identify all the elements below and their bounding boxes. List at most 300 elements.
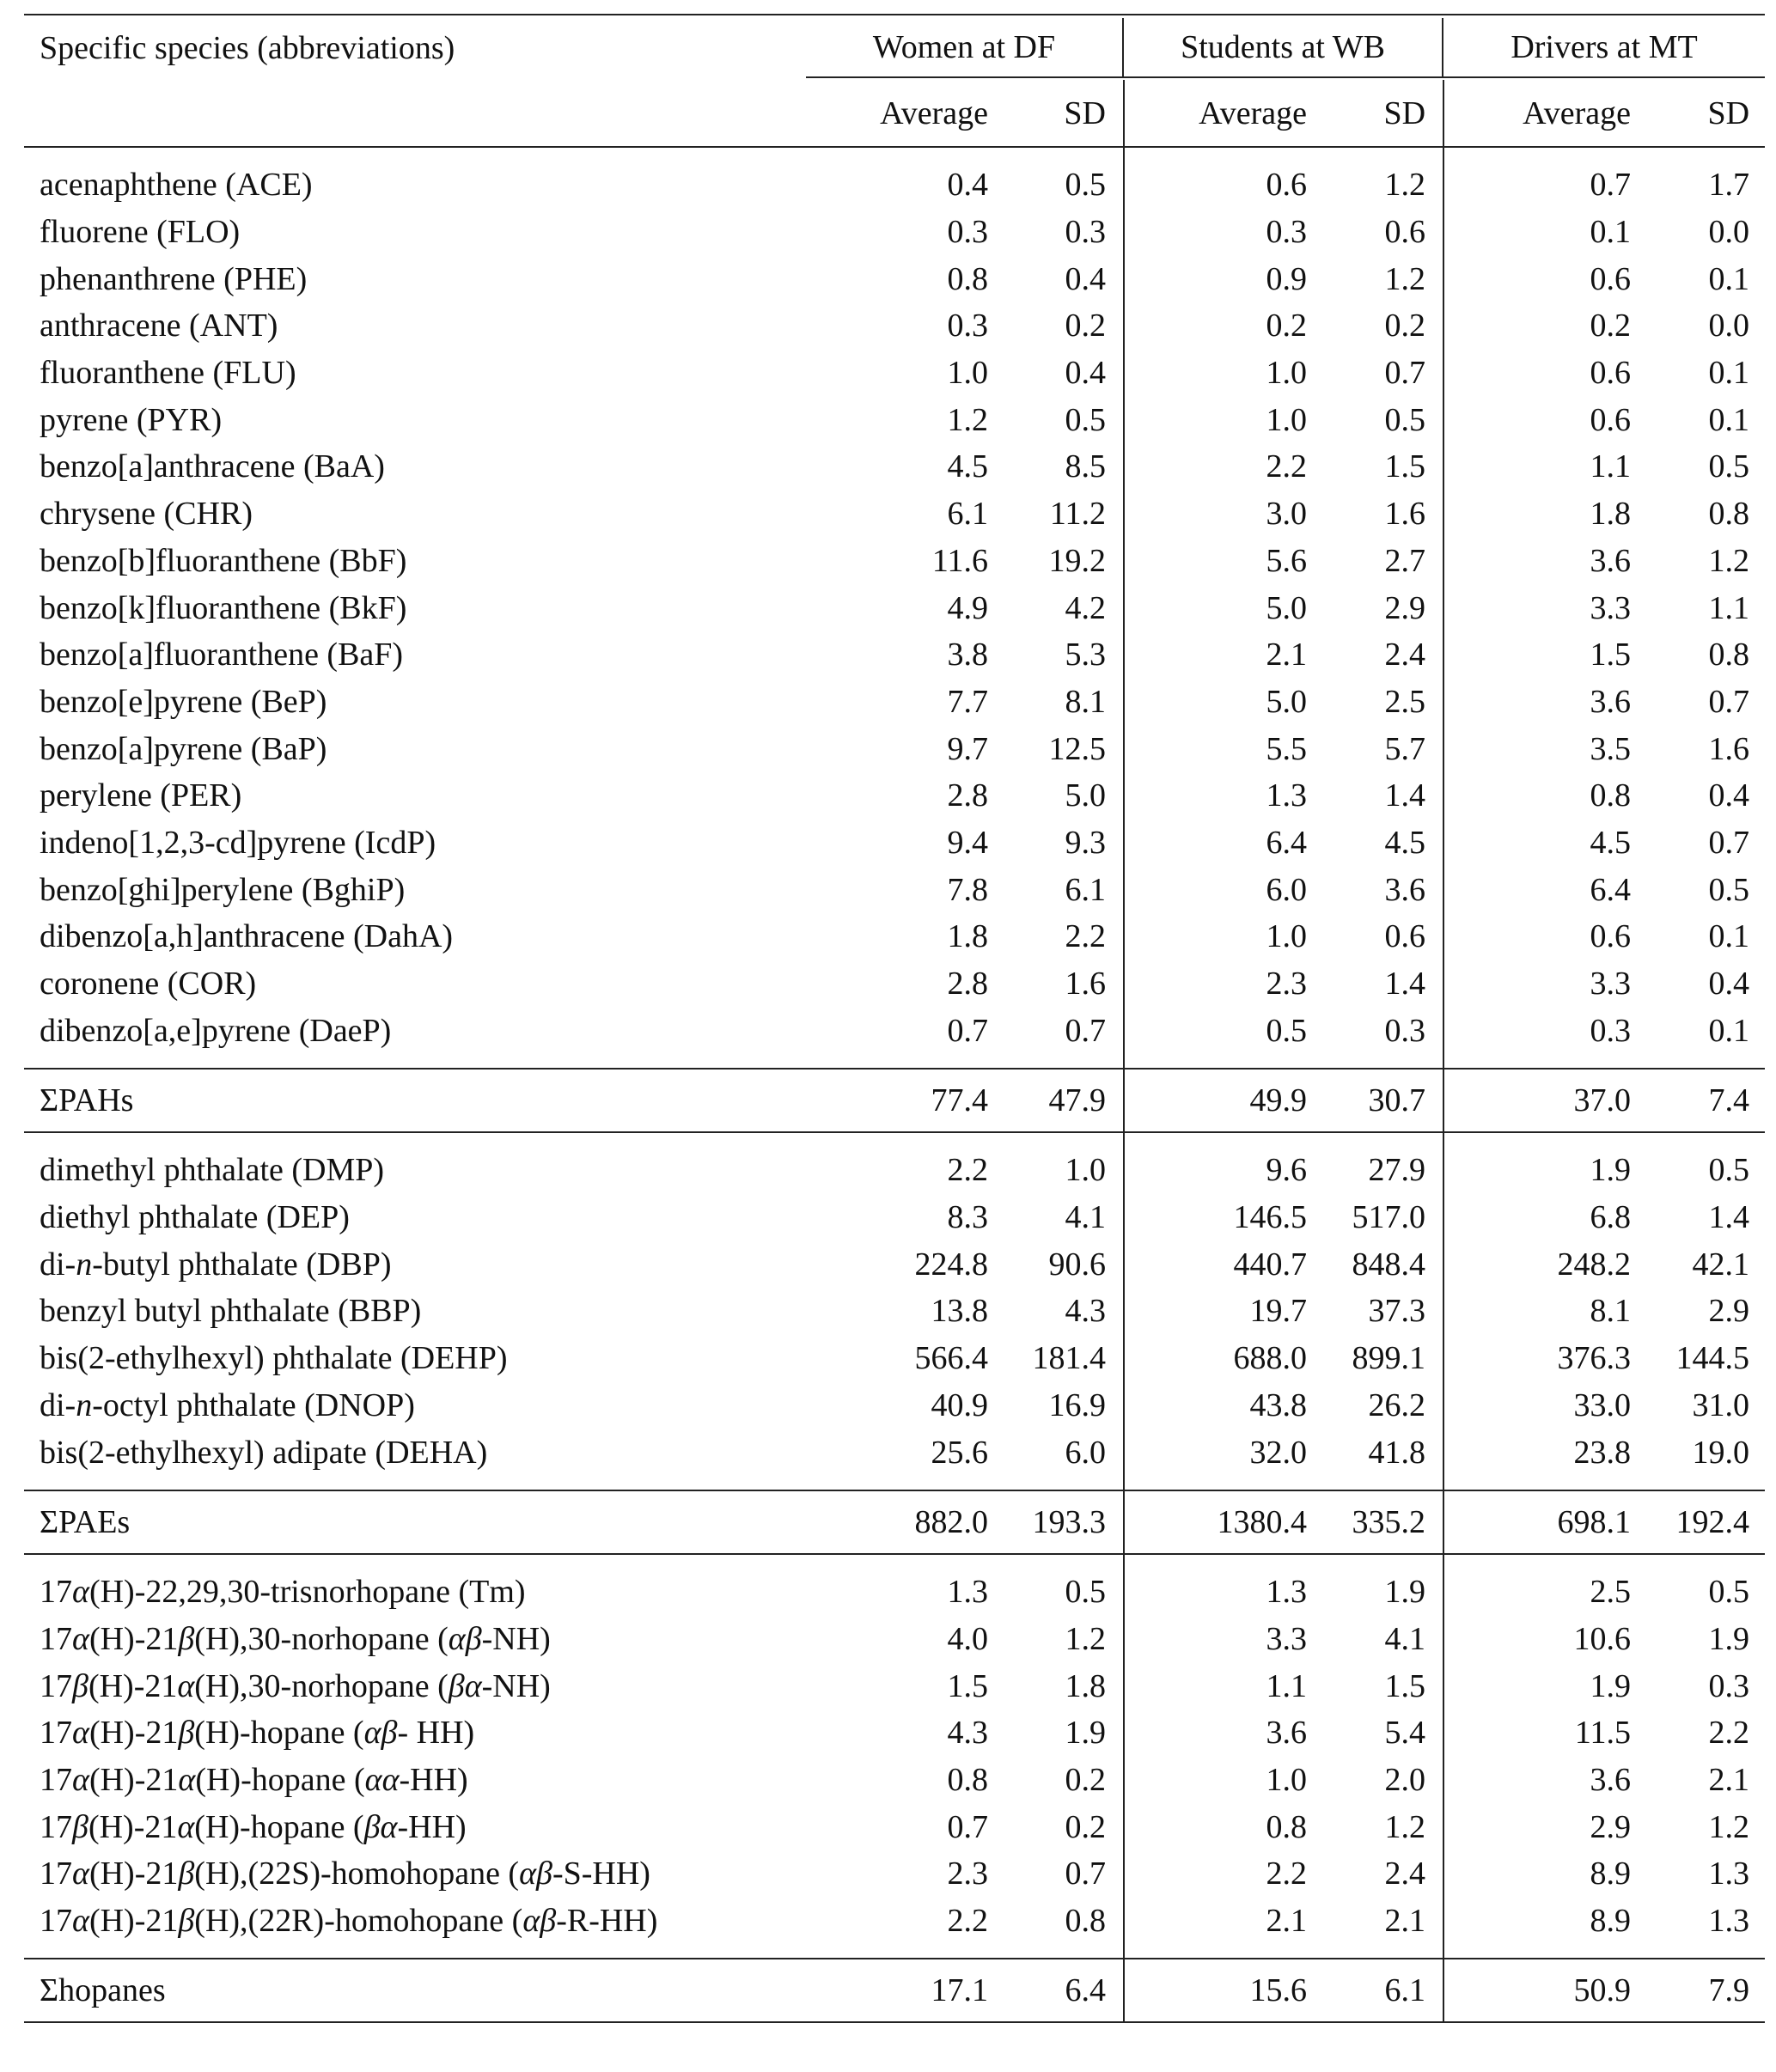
sd-value: 9.3 [988, 820, 1124, 867]
table-row [24, 209, 1765, 256]
sd-value: 1.2 [1307, 255, 1443, 302]
subheader-average: Average [1523, 94, 1632, 131]
table-row [24, 725, 1765, 772]
sd-value: 1.6 [1708, 730, 1750, 767]
sd-value: 6.0 [988, 1429, 1124, 1476]
table-row [24, 302, 1765, 350]
sd-value: 1.9 [1708, 1620, 1750, 1657]
average-value: 32.0 [1249, 1434, 1307, 1471]
sd-value: 1.2 [1708, 1808, 1750, 1845]
sd-value: 4.1 [988, 1194, 1124, 1241]
sd-value: 1.5 [1307, 1662, 1443, 1709]
group-label-women: Women at DF [872, 28, 1056, 65]
table-row [24, 584, 1765, 631]
average-value: 9.7 [947, 730, 988, 767]
table-row [24, 350, 1765, 397]
average-value: 5.0 [1266, 683, 1307, 720]
sum-label: Σhopanes [24, 1959, 806, 2022]
sd-value: 0.0 [1708, 214, 1750, 251]
table-row [24, 866, 1765, 913]
sd-value: 19.2 [988, 538, 1124, 585]
table-body [24, 147, 1765, 2022]
species-name: chrysene (CHR) [40, 496, 253, 533]
average-value: 2.9 [1590, 1808, 1632, 1845]
sd-value: 0.5 [1708, 871, 1750, 908]
species-name: benzo[e]pyrene (BeP) [40, 683, 327, 720]
sd-value: 7.9 [1631, 1959, 1765, 2022]
species-name: pyrene (PYR) [40, 401, 223, 438]
sd-value: 1.4 [1307, 960, 1443, 1008]
sd-value: 335.2 [1307, 1490, 1443, 1554]
sd-value: 0.4 [1708, 966, 1750, 1002]
sd-value: 5.4 [1307, 1709, 1443, 1757]
species-name: 17α(H)-21β(H),(22S)-homohopane (αβ-S-HH) [40, 1856, 650, 1892]
sd-value: 11.2 [988, 491, 1124, 538]
sd-value: 26.2 [1307, 1382, 1443, 1429]
average-value: 6.4 [1590, 871, 1632, 908]
sd-value: 37.3 [1307, 1288, 1443, 1335]
average-value: 1.8 [1590, 496, 1632, 533]
sd-value: 47.9 [988, 1069, 1124, 1132]
average-value: 4.3 [947, 1715, 988, 1752]
average-value: 11.6 [931, 542, 988, 579]
sum-row [24, 1959, 1765, 2022]
table-row [24, 1757, 1765, 1804]
sd-value: 41.8 [1307, 1429, 1443, 1476]
sd-value: 0.1 [1708, 355, 1750, 392]
table-row [24, 161, 1765, 209]
average-value: 2.1 [1266, 1903, 1307, 1940]
average-value: 3.6 [1590, 1761, 1632, 1798]
average-value: 1.0 [1266, 918, 1307, 955]
sd-value: 517.0 [1307, 1194, 1443, 1241]
table-row [24, 1429, 1765, 1476]
average-value: 2.3 [1266, 966, 1307, 1002]
average-value: 3.3 [1590, 589, 1632, 626]
group-label-students: Students at WB [1181, 28, 1385, 65]
average-value: 11.5 [1574, 1715, 1632, 1752]
sd-value: 2.9 [1708, 1293, 1750, 1330]
average-value: 3.5 [1590, 730, 1632, 767]
average-value: 6.8 [1590, 1199, 1632, 1236]
table-row [24, 772, 1765, 820]
sd-value: 0.7 [988, 1850, 1124, 1898]
average-value: 0.6 [1590, 355, 1632, 392]
average-value: 1.9 [1590, 1152, 1632, 1189]
sd-value: 1.6 [1307, 491, 1443, 538]
average-value: 0.1 [1590, 214, 1632, 251]
table-row [24, 396, 1765, 443]
sum-label: ΣPAHs [24, 1069, 806, 1132]
average-value: 37.0 [1443, 1069, 1631, 1132]
sd-value: 2.5 [1307, 679, 1443, 726]
sd-value: 0.6 [1307, 913, 1443, 960]
average-value: 0.6 [1590, 260, 1632, 297]
sd-value: 2.1 [1708, 1761, 1750, 1798]
species-name: 17α(H)-21β(H),30-norhopane (αβ-NH) [40, 1620, 551, 1657]
average-value: 882.0 [806, 1490, 988, 1554]
species-name: fluoranthene (FLU) [40, 355, 296, 392]
sum-row [24, 1490, 1765, 1554]
average-value: 0.8 [1590, 777, 1632, 814]
sd-value: 192.4 [1631, 1490, 1765, 1554]
species-name: 17α(H)-22,29,30-trisnorhopane (Tm) [40, 1574, 526, 1611]
average-value: 6.0 [1266, 871, 1307, 908]
sd-value: 2.2 [1708, 1715, 1750, 1752]
average-value: 146.5 [1233, 1199, 1307, 1236]
sd-value: 0.5 [988, 396, 1124, 443]
row-spacer [24, 1054, 1765, 1069]
sd-value: 0.5 [1708, 448, 1750, 485]
average-value: 40.9 [931, 1386, 988, 1423]
average-value: 0.8 [1266, 1808, 1307, 1845]
average-value: 1.0 [1266, 401, 1307, 438]
average-value: 2.1 [1266, 637, 1307, 673]
table-row [24, 538, 1765, 585]
sd-value: 2.4 [1307, 631, 1443, 679]
average-value: 566.4 [914, 1340, 988, 1377]
species-name: acenaphthene (ACE) [40, 167, 313, 204]
species-name: 17β(H)-21α(H)-hopane (βα-HH) [40, 1808, 467, 1845]
average-value: 0.4 [947, 167, 988, 204]
average-value: 19.7 [1249, 1293, 1307, 1330]
table-row [24, 1616, 1765, 1663]
table-row [24, 1850, 1765, 1898]
average-value: 698.1 [1443, 1490, 1631, 1554]
average-value: 77.4 [806, 1069, 988, 1132]
species-name: bis(2-ethylhexyl) phthalate (DEHP) [40, 1340, 508, 1377]
species-name: perylene (PER) [40, 777, 242, 814]
average-value: 1.2 [947, 401, 988, 438]
average-value: 2.2 [1266, 448, 1307, 485]
sd-value: 1.2 [988, 1616, 1124, 1663]
sd-value: 0.5 [988, 1569, 1124, 1616]
average-value: 6.1 [947, 496, 988, 533]
sd-value: 0.2 [1307, 302, 1443, 350]
species-name: benzyl butyl phthalate (BBP) [40, 1293, 422, 1330]
species-name: 17α(H)-21β(H)-hopane (αβ- HH) [40, 1715, 475, 1752]
species-name: dibenzo[a,h]anthracene (DahA) [40, 918, 454, 955]
subheader-average: Average [1199, 94, 1307, 131]
group-label-drivers: Drivers at MT [1511, 28, 1698, 65]
average-value: 376.3 [1557, 1340, 1632, 1377]
average-value: 5.6 [1266, 542, 1307, 579]
species-name: di-n-butyl phthalate (DBP) [40, 1246, 392, 1283]
sd-value: 4.1 [1307, 1616, 1443, 1663]
average-value: 5.0 [1266, 589, 1307, 626]
sd-value: 5.3 [988, 631, 1124, 679]
group-header-students [1124, 15, 1443, 80]
average-value: 4.9 [947, 589, 988, 626]
sd-value: 1.9 [988, 1709, 1124, 1757]
species-name: 17α(H)-21β(H),(22R)-homohopane (αβ-R-HH) [40, 1903, 658, 1940]
species-name: phenanthrene (PHE) [40, 260, 308, 297]
sd-value: 2.7 [1307, 538, 1443, 585]
sd-value: 0.5 [1708, 1574, 1750, 1611]
average-value: 9.4 [947, 824, 988, 861]
sd-value: 6.1 [988, 866, 1124, 913]
sd-value: 90.6 [988, 1240, 1124, 1288]
average-value: 2.2 [1266, 1856, 1307, 1892]
group-header-drivers [1443, 15, 1765, 80]
table-row [24, 1382, 1765, 1429]
average-value: 43.8 [1249, 1386, 1307, 1423]
species-name: di-n-octyl phthalate (DNOP) [40, 1386, 415, 1423]
average-value: 6.4 [1266, 824, 1307, 861]
sd-value: 1.5 [1307, 443, 1443, 491]
average-value: 3.3 [1266, 1620, 1307, 1657]
average-value: 0.8 [947, 1761, 988, 1798]
table-header [24, 15, 1765, 147]
sd-value: 1.8 [988, 1662, 1124, 1709]
average-value: 49.9 [1124, 1069, 1307, 1132]
average-value: 9.6 [1266, 1152, 1307, 1189]
sd-value: 0.2 [988, 1757, 1124, 1804]
sd-value: 27.9 [1307, 1147, 1443, 1194]
group-header-women [806, 15, 1124, 80]
table-row [24, 1569, 1765, 1616]
table-row [24, 1240, 1765, 1288]
sd-value: 19.0 [1692, 1434, 1750, 1471]
average-value: 0.3 [1590, 1012, 1632, 1049]
average-value: 0.2 [1590, 308, 1632, 344]
average-value: 1.5 [1590, 637, 1632, 673]
sd-value: 144.5 [1675, 1340, 1750, 1377]
sd-value: 0.1 [1708, 1012, 1750, 1049]
subheader-average: Average [880, 94, 988, 131]
average-value: 3.8 [947, 637, 988, 673]
sd-value: 181.4 [988, 1335, 1124, 1382]
sd-value: 0.1 [1708, 918, 1750, 955]
average-value: 3.0 [1266, 496, 1307, 533]
average-value: 440.7 [1233, 1246, 1307, 1283]
table-row [24, 1709, 1765, 1757]
average-value: 1.5 [947, 1667, 988, 1704]
table-row [24, 1147, 1765, 1194]
sd-value: 1.9 [1307, 1569, 1443, 1616]
row-spacer [24, 1554, 1765, 1569]
table-row [24, 820, 1765, 867]
table-row [24, 679, 1765, 726]
sd-value: 0.8 [988, 1898, 1124, 1945]
species-name: benzo[a]anthracene (BaA) [40, 448, 385, 485]
species-name: coronene (COR) [40, 966, 257, 1002]
sd-value: 8.5 [988, 443, 1124, 491]
table-row [24, 491, 1765, 538]
sd-value: 2.4 [1307, 1850, 1443, 1898]
species-name: indeno[1,2,3-cd]pyrene (IcdP) [40, 824, 436, 861]
sd-value: 0.7 [1708, 824, 1750, 861]
sd-value: 31.0 [1692, 1386, 1750, 1423]
sd-value: 0.3 [1708, 1667, 1750, 1704]
sd-value: 0.8 [1708, 496, 1750, 533]
sd-value: 0.4 [1708, 777, 1750, 814]
average-value: 0.3 [947, 308, 988, 344]
average-value: 1.1 [1590, 448, 1632, 485]
sd-value: 0.1 [1708, 260, 1750, 297]
average-value: 1380.4 [1124, 1490, 1307, 1554]
data-table-sheet [24, 14, 1765, 2023]
sd-value: 1.4 [1708, 1199, 1750, 1236]
table-row [24, 960, 1765, 1008]
species-name: 17β(H)-21α(H),30-norhopane (βα-NH) [40, 1667, 551, 1704]
sd-value: 0.3 [1307, 1007, 1443, 1054]
sum-label: ΣPAEs [24, 1490, 806, 1554]
sd-value: 0.0 [1708, 308, 1750, 344]
species-column-header: Specific species (abbreviations) [24, 15, 806, 80]
species-table [24, 14, 1765, 2023]
sd-value: 5.0 [988, 772, 1124, 820]
subheader-sd: SD [1707, 94, 1750, 131]
sd-value: 0.2 [988, 1803, 1124, 1850]
sd-value: 193.3 [988, 1490, 1124, 1554]
average-value: 17.1 [806, 1959, 988, 2022]
average-value: 4.5 [1590, 824, 1632, 861]
average-value: 2.3 [947, 1856, 988, 1892]
sd-value: 1.0 [988, 1147, 1124, 1194]
sd-value: 1.3 [1708, 1903, 1750, 1940]
sd-value: 848.4 [1307, 1240, 1443, 1288]
sd-value: 0.5 [1708, 1152, 1750, 1189]
average-value: 0.7 [947, 1012, 988, 1049]
average-value: 2.2 [947, 1152, 988, 1189]
sd-value: 0.4 [988, 350, 1124, 397]
table-row [24, 1288, 1765, 1335]
table-row [24, 443, 1765, 491]
average-value: 7.8 [947, 871, 988, 908]
average-value: 2.8 [947, 966, 988, 1002]
average-value: 0.6 [1590, 918, 1632, 955]
average-value: 0.3 [1266, 214, 1307, 251]
average-value: 10.6 [1573, 1620, 1632, 1657]
sd-value: 1.2 [1307, 1803, 1443, 1850]
sd-value: 0.4 [988, 255, 1124, 302]
sd-value: 3.6 [1307, 866, 1443, 913]
subheader-sd: SD [988, 80, 1124, 147]
sd-value: 12.5 [988, 725, 1124, 772]
average-value: 15.6 [1124, 1959, 1307, 2022]
average-value: 2.2 [947, 1903, 988, 1940]
species-name: dimethyl phthalate (DMP) [40, 1152, 385, 1189]
sd-value: 0.7 [988, 1007, 1124, 1054]
average-value: 688.0 [1233, 1340, 1307, 1377]
species-name: anthracene (ANT) [40, 308, 278, 344]
row-spacer [24, 1476, 1765, 1490]
table-row [24, 631, 1765, 679]
average-value: 1.0 [1266, 355, 1307, 392]
average-value: 3.6 [1590, 683, 1632, 720]
sd-value: 5.7 [1307, 725, 1443, 772]
sd-value: 6.1 [1307, 1959, 1443, 2022]
average-value: 2.8 [947, 777, 988, 814]
table-row [24, 1194, 1765, 1241]
sd-value: 7.4 [1631, 1069, 1765, 1132]
row-spacer [24, 147, 1765, 161]
average-value: 1.9 [1590, 1667, 1632, 1704]
sd-value: 0.5 [1307, 396, 1443, 443]
species-name: bis(2-ethylhexyl) adipate (DEHA) [40, 1434, 488, 1471]
sd-value: 1.1 [1708, 589, 1750, 626]
sd-value: 0.6 [1307, 209, 1443, 256]
sd-value: 0.2 [988, 302, 1124, 350]
average-value: 3.3 [1590, 966, 1632, 1002]
average-value: 7.7 [947, 683, 988, 720]
sd-value: 0.7 [1307, 350, 1443, 397]
species-name: benzo[b]fluoranthene (BbF) [40, 542, 407, 579]
table-row [24, 1803, 1765, 1850]
species-name: dibenzo[a,e]pyrene (DaeP) [40, 1012, 392, 1049]
sd-value: 1.3 [1708, 1856, 1750, 1892]
table-row [24, 1007, 1765, 1054]
average-value: 1.3 [947, 1574, 988, 1611]
average-value: 3.6 [1590, 542, 1632, 579]
average-value: 1.3 [1266, 777, 1307, 814]
sd-value: 8.1 [988, 679, 1124, 726]
sd-value: 2.1 [1307, 1898, 1443, 1945]
table-row [24, 1335, 1765, 1382]
species-name: 17α(H)-21α(H)-hopane (αα-HH) [40, 1761, 468, 1798]
average-value: 33.0 [1573, 1386, 1632, 1423]
average-value: 0.9 [1266, 260, 1307, 297]
average-value: 0.8 [947, 260, 988, 297]
average-value: 8.9 [1590, 1903, 1632, 1940]
average-value: 0.6 [1266, 167, 1307, 204]
sd-value: 1.4 [1307, 772, 1443, 820]
sd-value: 0.1 [1708, 401, 1750, 438]
average-value: 8.3 [947, 1199, 988, 1236]
table-row [24, 255, 1765, 302]
average-value: 4.5 [947, 448, 988, 485]
average-value: 0.7 [947, 1808, 988, 1845]
average-value: 0.2 [1266, 308, 1307, 344]
row-spacer [24, 1132, 1765, 1147]
sd-value: 2.0 [1307, 1757, 1443, 1804]
species-name: benzo[a]fluoranthene (BaF) [40, 637, 404, 673]
species-name: fluorene (FLO) [40, 214, 241, 251]
average-value: 3.6 [1266, 1715, 1307, 1752]
average-value: 1.1 [1266, 1667, 1307, 1704]
average-value: 0.3 [947, 214, 988, 251]
average-value: 1.3 [1266, 1574, 1307, 1611]
average-value: 1.8 [947, 918, 988, 955]
table-row [24, 1662, 1765, 1709]
sd-value: 2.2 [988, 913, 1124, 960]
sd-value: 0.3 [988, 209, 1124, 256]
average-value: 0.6 [1590, 401, 1632, 438]
table-row [24, 913, 1765, 960]
sd-value: 0.7 [1708, 683, 1750, 720]
sd-value: 1.6 [988, 960, 1124, 1008]
average-value: 224.8 [914, 1246, 988, 1283]
sd-value: 4.2 [988, 584, 1124, 631]
average-value: 5.5 [1266, 730, 1307, 767]
sd-value: 42.1 [1692, 1246, 1750, 1283]
species-name: benzo[ghi]perylene (BghiP) [40, 871, 406, 908]
average-value: 25.6 [931, 1434, 988, 1471]
sd-value: 6.4 [988, 1959, 1124, 2022]
average-value: 23.8 [1573, 1434, 1632, 1471]
species-name: benzo[k]fluoranthene (BkF) [40, 589, 407, 626]
subheader-sd: SD [1307, 80, 1443, 147]
sd-value: 899.1 [1307, 1335, 1443, 1382]
table-row [24, 1898, 1765, 1945]
sd-value: 0.5 [988, 161, 1124, 209]
row-spacer [24, 1944, 1765, 1959]
average-value: 50.9 [1443, 1959, 1631, 2022]
sd-value: 4.3 [988, 1288, 1124, 1335]
average-value: 1.0 [1266, 1761, 1307, 1798]
average-value: 8.9 [1590, 1856, 1632, 1892]
